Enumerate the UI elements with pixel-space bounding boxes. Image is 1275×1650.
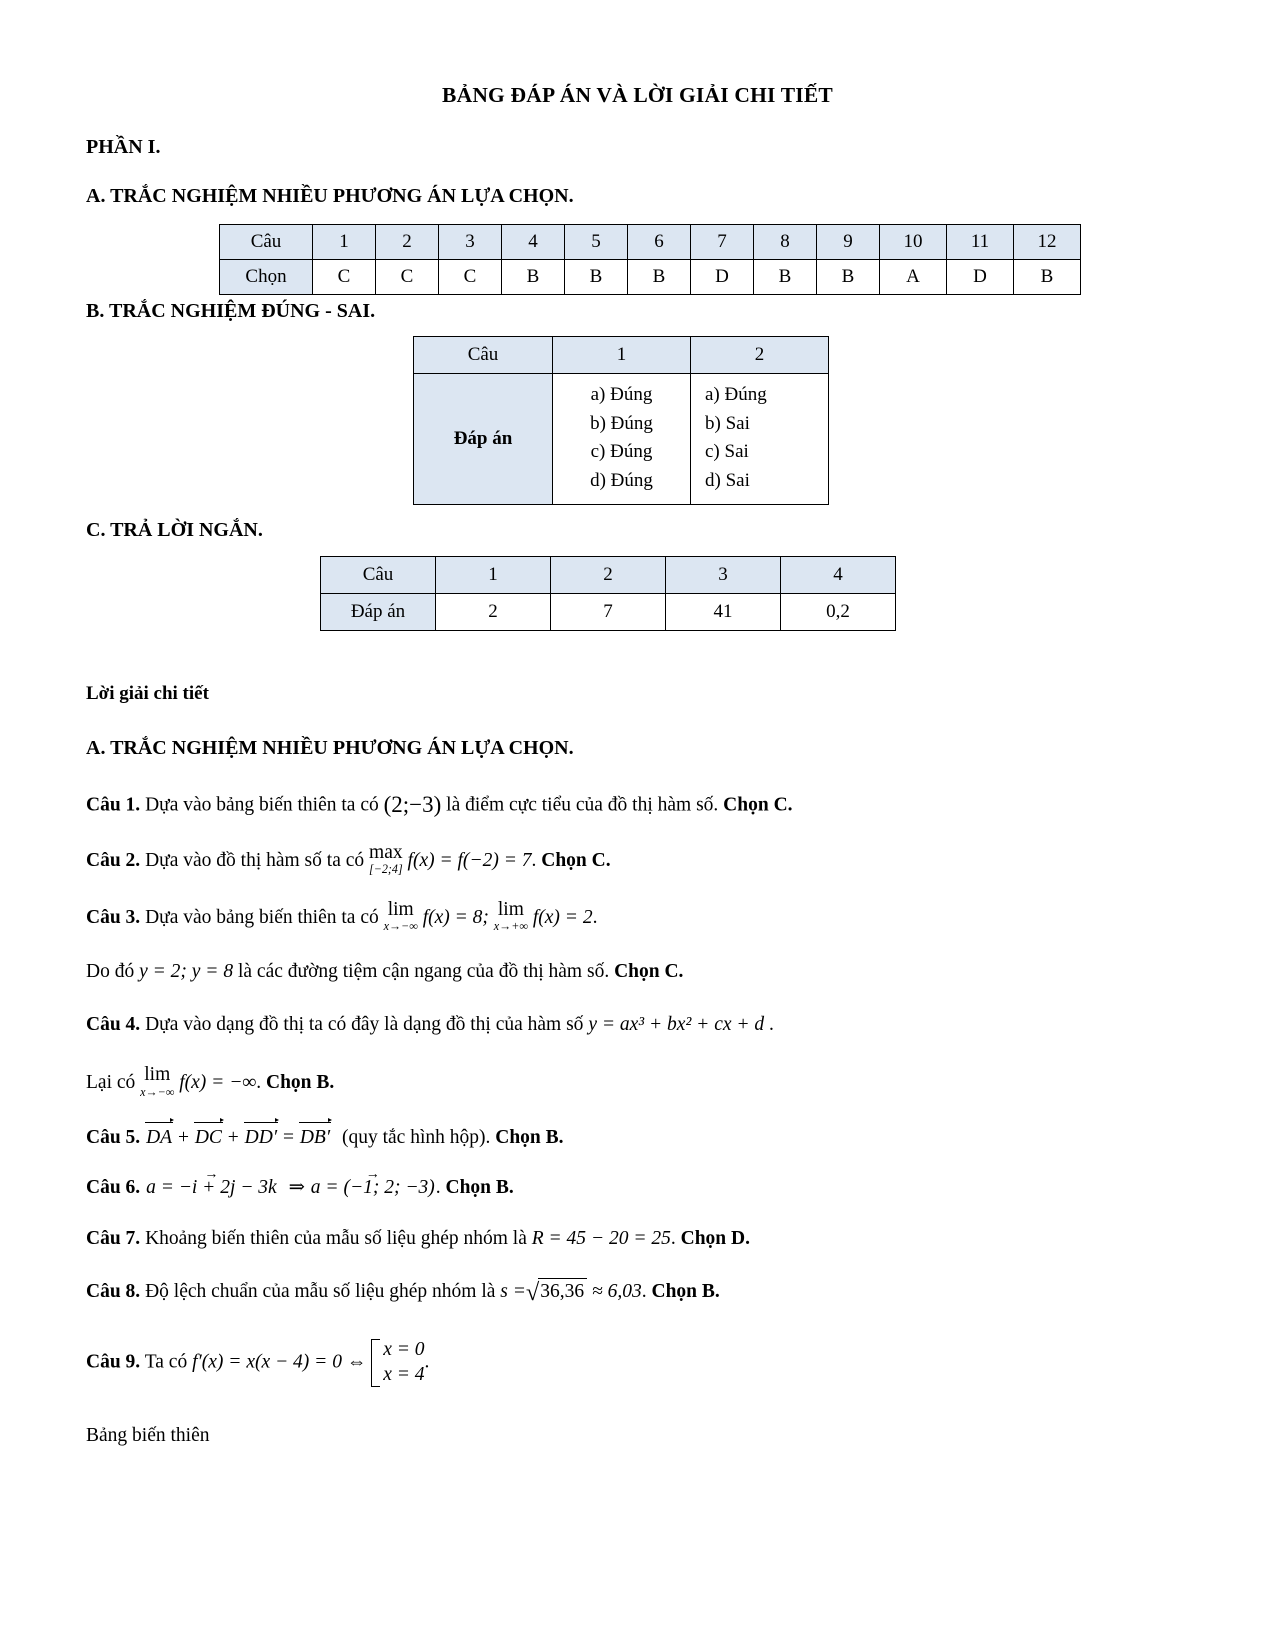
- cau4-label: Câu 4.: [86, 1013, 141, 1035]
- cau3-limit-2-operator: [494, 900, 528, 933]
- cau4-lim-expr: f(x) = −∞: [179, 1072, 257, 1094]
- tf-2-a: a) Đúng: [705, 384, 767, 405]
- cau8-text: Độ lệch chuẩn của mẫu số liệu ghép nhóm là: [145, 1280, 496, 1302]
- cau5-choose: Chọn B.: [495, 1126, 564, 1148]
- table-row-answers: [321, 594, 896, 631]
- mcq-answer-9: B: [817, 260, 880, 295]
- mcq-answer-12: B: [1014, 260, 1081, 295]
- mcq-col-8: 8: [754, 225, 817, 260]
- solution-cau-6: [0, 1150, 1275, 1201]
- cau2-text-before: Dựa vào đồ thị hàm số ta có: [145, 850, 365, 872]
- short-answer-2: 7: [551, 594, 666, 631]
- short-answer-table-wrapper: [0, 542, 1275, 631]
- tf-2-d: d) Sai: [705, 469, 750, 491]
- cau6-label: Câu 6.: [86, 1177, 141, 1199]
- cau3-lim2-op: lim: [497, 898, 524, 920]
- short-col-1: 1: [436, 557, 551, 594]
- tf-2-c: c) Sai: [705, 441, 749, 462]
- cau6-expr-right: a = (−1; 2; −3) →: [310, 1176, 436, 1201]
- mcq-col-11: 11: [947, 225, 1014, 260]
- mcq-row-label-question: Câu: [220, 225, 313, 260]
- mcq-col-6: 6: [628, 225, 691, 260]
- heading-section-c: C. TRẢ LỜI NGẮN.: [86, 519, 263, 541]
- cau5-vector-2: DC: [194, 1126, 223, 1151]
- cau3-lim1-expr: f(x) = 8;: [422, 906, 489, 928]
- tf-col-1: 1: [553, 337, 691, 374]
- cau5-vector-4: DB′: [299, 1126, 331, 1151]
- short-row-label-question: Câu: [321, 557, 436, 594]
- cau3-lim2-sub: x→+∞: [493, 919, 528, 934]
- mcq-answer-6: B: [628, 260, 691, 295]
- cau8-radicand: 36,36: [538, 1278, 587, 1305]
- mcq-col-5: 5: [565, 225, 628, 260]
- short-answer-4: 0,2: [781, 594, 896, 631]
- solution-cau-5: Câu 5. DA + DC + DD′ = DB′ (quy tắc hình hộp). Chọn B.: [0, 1098, 1275, 1151]
- mcq-col-7: 7: [691, 225, 754, 260]
- short-answer-1: 2: [436, 594, 551, 631]
- cau4-line2-period: .: [256, 1072, 262, 1094]
- tf-2-b: b) Sai: [705, 412, 750, 434]
- cau4-line2-choose: Chọn B.: [266, 1072, 335, 1094]
- table-row-header: [414, 337, 829, 374]
- cau3-line2-after: là các đường tiệm cận ngang của đồ thị hàm số.: [237, 961, 610, 983]
- tf-row-label-answer: Đáp án: [414, 374, 553, 505]
- mcq-answer-11: D: [947, 260, 1014, 295]
- cau9-case-2: x = 4: [383, 1364, 425, 1386]
- cau5-label: Câu 5.: [86, 1126, 141, 1148]
- cau2-max-op: max: [369, 841, 403, 863]
- page-title: BẢNG ĐÁP ÁN VÀ LỜI GIẢI CHI TIẾT: [442, 83, 833, 107]
- radical-icon: √: [525, 1278, 540, 1306]
- heading-section-b: B. TRẮC NGHIỆM ĐÚNG - SAI.: [86, 300, 376, 322]
- cau2-max-operator: [369, 843, 403, 876]
- cau3-lim1-op: lim: [387, 898, 414, 920]
- tf-answers-col-1: [553, 374, 691, 505]
- cau8-choose: Chọn B.: [651, 1280, 720, 1302]
- cau1-text-after: là điểm cực tiểu của đồ thị hàm số.: [446, 794, 719, 816]
- cau4-period: .: [769, 1013, 774, 1035]
- cau3-lim1-sub: x→−∞: [383, 919, 418, 934]
- cau3-period: .: [592, 906, 598, 928]
- cau1-label: Câu 1.: [86, 794, 141, 816]
- cau3-lim2-expr: f(x) = 2: [532, 906, 593, 928]
- cau4-lim-sub: x→−∞: [140, 1084, 175, 1099]
- cau4-lim-op: lim: [144, 1064, 171, 1086]
- cau7-text: Khoảng biến thiên của mẫu số liệu ghép nhóm là: [145, 1228, 527, 1250]
- cau7-expression: R = 45 − 20 = 25: [531, 1228, 671, 1250]
- mcq-answer-3: C: [439, 260, 502, 295]
- solution-cau-2: [0, 819, 1275, 876]
- heading-part-one: PHẦN I.: [86, 136, 161, 158]
- mcq-answer-2: C: [376, 260, 439, 295]
- tf-1-b: b) Đúng: [590, 412, 653, 434]
- table-row-answers: [220, 260, 1081, 295]
- mcq-answer-10: A: [880, 260, 947, 295]
- solution-cau-3: [0, 876, 1275, 933]
- cau7-label: Câu 7.: [86, 1228, 141, 1250]
- cau9-case-system: [371, 1338, 424, 1388]
- solution-cau-8: [0, 1252, 1275, 1309]
- table-row-header: [321, 557, 896, 594]
- cau8-expr-lead: s =: [500, 1280, 526, 1302]
- cau9-case-1: x = 0: [383, 1339, 425, 1361]
- tf-col-2: 2: [691, 337, 829, 374]
- solution-cau-4-line-2: [0, 1037, 1275, 1098]
- cau6-arrow-icon: ⇒: [288, 1177, 305, 1199]
- tf-1-a: a) Đúng: [590, 384, 653, 405]
- cau9-label: Câu 9.: [86, 1351, 141, 1373]
- cau4-text-before: Dựa vào dạng đồ thị ta có đây là dạng đồ thị của hàm số: [145, 1013, 584, 1035]
- cau2-expression: f(x) = f(−2) = 7: [407, 850, 532, 872]
- short-answer-3: 41: [666, 594, 781, 631]
- cau5-vector-1: DA: [145, 1126, 173, 1151]
- heading-solutions-section-a: A. TRẮC NGHIỆM NHIỀU PHƯƠNG ÁN LỰA CHỌN.: [86, 737, 574, 759]
- mcq-answer-table: [219, 224, 1081, 295]
- cau6-period: .: [435, 1177, 441, 1199]
- short-col-3: 3: [666, 557, 781, 594]
- mcq-col-2: 2: [376, 225, 439, 260]
- mcq-col-3: 3: [439, 225, 502, 260]
- mcq-answer-4: B: [502, 260, 565, 295]
- solution-cau-1: [0, 760, 1275, 819]
- table-row-header: [220, 225, 1081, 260]
- solution-cau-3-line-2: [0, 932, 1275, 985]
- mcq-col-1: 1: [313, 225, 376, 260]
- truefalse-answer-table-wrapper: [0, 323, 1275, 505]
- solution-cau-9: [0, 1308, 1275, 1388]
- solution-cau-7: [0, 1201, 1275, 1252]
- short-answer-table: [320, 556, 896, 631]
- solution-cau-4: [0, 985, 1275, 1038]
- cau8-period: .: [641, 1280, 647, 1302]
- mcq-col-10: 10: [880, 225, 947, 260]
- short-col-4: 4: [781, 557, 896, 594]
- tf-answers-col-2: [691, 374, 829, 505]
- tf-1-d: d) Đúng: [590, 469, 653, 491]
- mcq-answer-8: B: [754, 260, 817, 295]
- cau6-expr-left: a = −i + 2j − 3k →: [145, 1176, 278, 1201]
- cau7-period: .: [670, 1228, 676, 1250]
- cau5-note: (quy tắc hình hộp).: [341, 1126, 491, 1148]
- cau3-text-before: Dựa vào bảng biến thiên ta có: [145, 906, 379, 928]
- cau9-expression: f′(x) = x(x − 4) = 0 ⇔: [192, 1351, 367, 1373]
- solution-cau-9-line-2: [0, 1388, 1275, 1449]
- mcq-col-12: 12: [1014, 225, 1081, 260]
- cau4-line2-before: Lại có: [86, 1072, 136, 1094]
- cau1-choose: Chọn C.: [723, 794, 793, 816]
- cau3-line2-before: Do đó: [86, 961, 135, 983]
- cau6-choose: Chọn B.: [445, 1177, 514, 1199]
- mcq-answer-5: B: [565, 260, 628, 295]
- short-row-label-answer: Đáp án: [321, 594, 436, 631]
- table-row-answers: [414, 374, 829, 505]
- tf-row-label-question: Câu: [414, 337, 553, 374]
- heading-section-a: A. TRẮC NGHIỆM NHIỀU PHƯƠNG ÁN LỰA CHỌN.: [86, 185, 574, 207]
- cau9-line2: Bảng biến thiên: [86, 1425, 210, 1447]
- cau3-line2-choose: Chọn C.: [614, 961, 684, 983]
- truefalse-answer-table: [413, 336, 829, 505]
- cau8-expr-tail: ≈ 6,03: [592, 1280, 642, 1302]
- cau2-choose: Chọn C.: [541, 850, 611, 872]
- cau3-limit-1-operator: [384, 900, 418, 933]
- cau5-vector-3: DD′: [244, 1126, 278, 1151]
- cau9-period: .: [424, 1351, 430, 1373]
- mcq-answer-7: D: [691, 260, 754, 295]
- tf-1-c: c) Đúng: [590, 441, 653, 462]
- mcq-row-label-answer: Chọn: [220, 260, 313, 295]
- cau4-limit-operator: [140, 1065, 174, 1098]
- cau1-point: (2;−3): [383, 791, 442, 817]
- cau3-label: Câu 3.: [86, 906, 141, 928]
- cau7-choose: Chọn D.: [680, 1228, 750, 1250]
- mcq-answer-1: C: [313, 260, 376, 295]
- heading-solutions: Lời giải chi tiết: [86, 683, 209, 704]
- mcq-col-9: 9: [817, 225, 880, 260]
- cau1-text-before: Dựa vào bảng biến thiên ta có: [145, 794, 379, 816]
- cau2-label: Câu 2.: [86, 850, 141, 872]
- cau2-max-sub: [−2;4]: [369, 862, 403, 877]
- mcq-answer-table-wrapper: [0, 208, 1275, 295]
- cau8-label: Câu 8.: [86, 1280, 141, 1302]
- cau2-period: .: [531, 850, 537, 872]
- cau3-line2-expr: y = 2; y = 8: [139, 961, 234, 983]
- cau9-text: Ta có: [144, 1351, 188, 1373]
- mcq-col-4: 4: [502, 225, 565, 260]
- short-col-2: 2: [551, 557, 666, 594]
- cau4-function: y = ax³ + bx² + cx + d: [588, 1013, 765, 1035]
